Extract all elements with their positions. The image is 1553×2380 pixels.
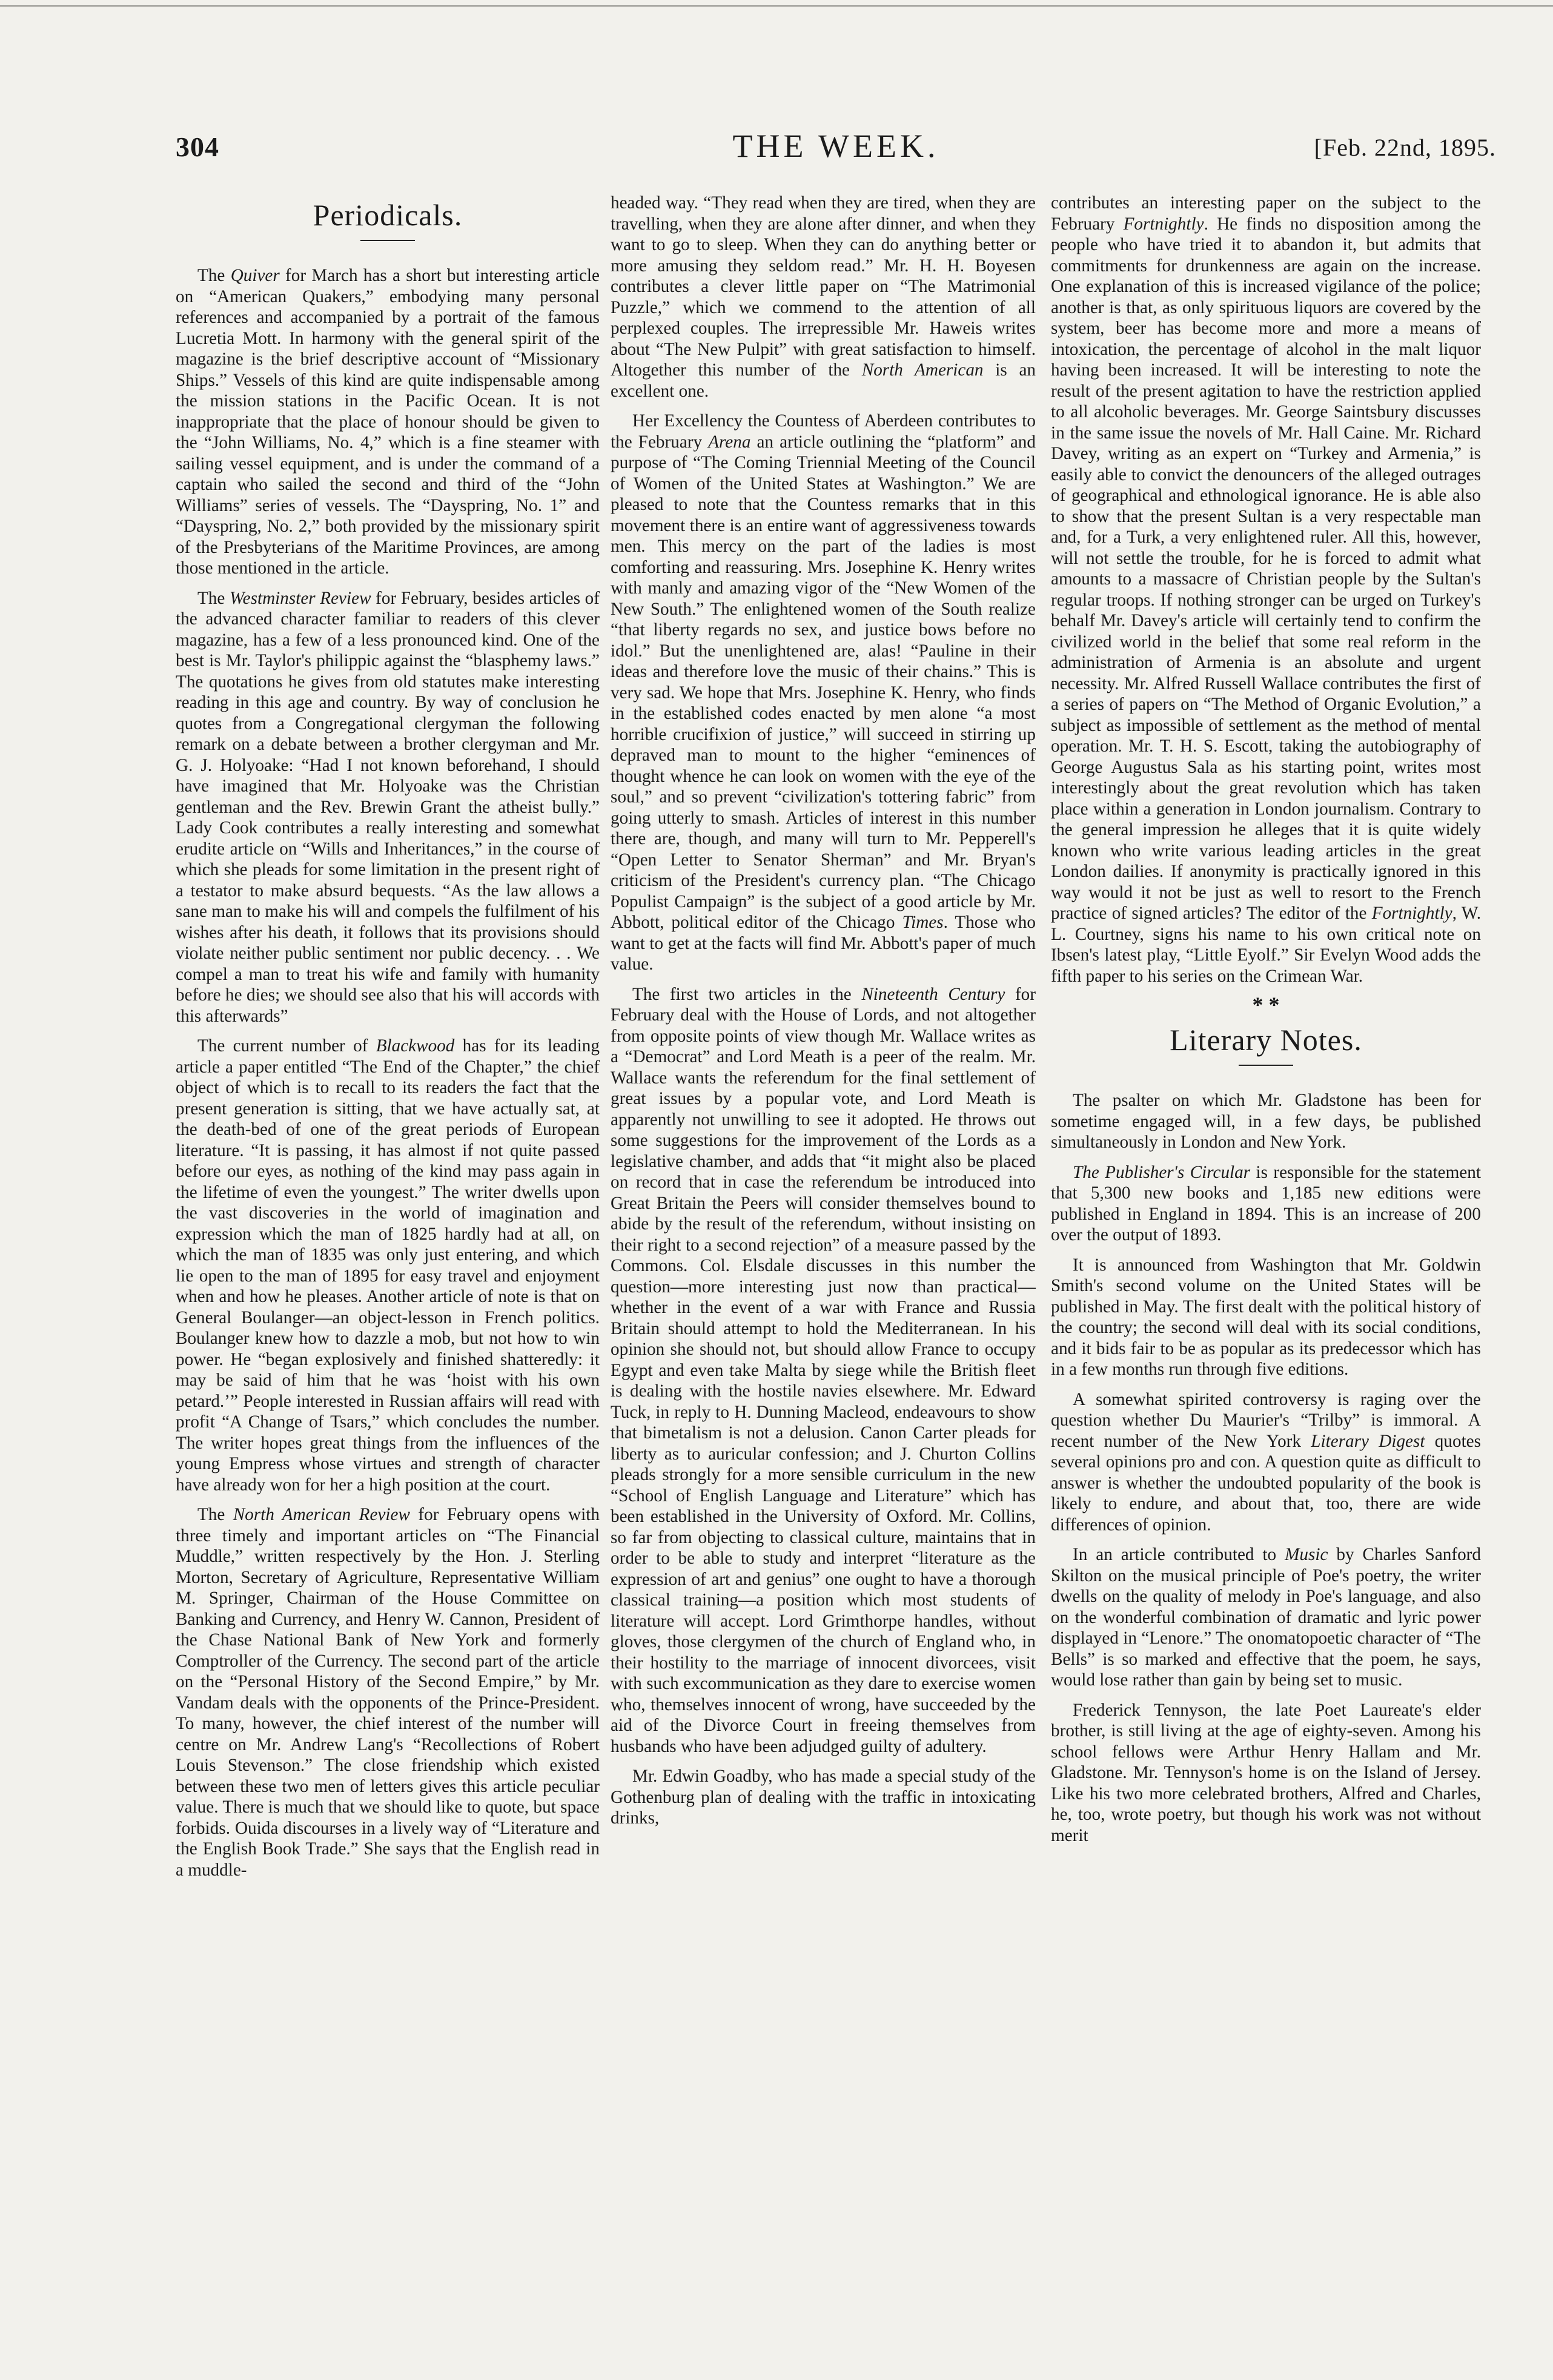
page-header bbox=[176, 128, 1496, 173]
heading-rule bbox=[360, 240, 415, 241]
section-separator-stars: * * bbox=[1252, 993, 1280, 1017]
literary-notes-body bbox=[1051, 1090, 1481, 1846]
article-paragraph bbox=[1051, 1389, 1481, 1536]
paragraph-text: an article outlining the “platform” and purpose of “The Coming Triennial Meeting of the Council of Women of the United States at Washington.” We are pleased to note that the Countess remarks that in this movement there is an entire want of aggressiveness towards men. This mercy on the part of the ladies is most comforting and reassuring. Mrs. Josephine K. Henry writes with manly and amazing vigor of the “New Women of the New South.” The enlightened women of the South realize “that liberty regards no sex, and justice bows before no idol.” But the unenlightened are, alas! “Pauline in their ideas and therefore love the music of their chains.” This is very sad. We hope that Mrs. Josephine K. Henry, who finds in the established codes enacted by men alone “a most horrible crucifixion of justice,” will succeed in stirring up depraved man to mount to the higher “eminences of thought whence he can look on women with the eye of the soul,” and so prevent “civilization's tottering fabric” from going utterly to smash. Articles of interest in this number there are, though, and many will turn to Mr. Pepperell's “Open Letter to Senator Sherman” and Mr. Bryan's criticism of the President's currency plan. “The Chicago Populist Campaign” is the subject of a good article by Mr. Abbott, political editor of the Chicago bbox=[611, 432, 1036, 932]
paragraph-text: The bbox=[197, 1505, 233, 1524]
paragraph-text: for February, besides articles of the advanced character familiar to readers of this clever magazine, has a few of a less pronounced kind. One of the best is Mr. Taylor's philippic against the “blasphemy laws.” The quotations he gives from old statutes make interesting reading in this age and country. By way of conclusion he quotes from a Congregational clergyman the following remark on a debate between a brother clergyman and Mr. G. J. Holyoake: “Had I not known beforehand, I should have imagined that Mr. Holyoake was the Christian gentleman and the Rev. Brewin Grant the atheist bully.” Lady Cook contributes a really interesting and somewhat erudite article on “Wills and Inheritances,” in the course of which she pleads for some limitation in the present right of a testator to make absurd bequests. “As the law allows a sane man to make his will and compels the fulfilment of his wishes after his death, it follows that its provisions should violate neither public sentiment nor public decency. . . We compel a man to treat his wife and family with humanity before he dies; we should see also that his will accords with this afterwards” bbox=[176, 588, 600, 1026]
column-3 bbox=[1051, 193, 1481, 1855]
article-paragraph bbox=[176, 588, 600, 1027]
column-3-body bbox=[1051, 193, 1481, 987]
paragraph-text: contributes an interesting paper on the subject to the February bbox=[1051, 193, 1481, 234]
column-1 bbox=[176, 193, 600, 1889]
article-paragraph bbox=[1051, 1162, 1481, 1246]
italic-title: North American bbox=[861, 360, 984, 380]
italic-title: Fortnightly bbox=[1371, 904, 1452, 923]
heading-rule bbox=[1239, 1065, 1293, 1066]
paragraph-text: A somewhat spirited controversy is raging over the question whether Du Maurier's “Trilby” is immoral. A recent number of the New York bbox=[1051, 1389, 1481, 1451]
paragraph-text: headed way. “They read when they are tired, when they are travelling, when they are alone after dinner, and when they want to go to sleep. When they can do anything better or more amusing they seldom read.” Mr. H. H. Boyesen contributes a clever little paper on “The Matrimonial Puzzle,” which we commend to the attention of all perplexed couples. The irrepressible Mr. Haweis writes about “The New Pulpit” with great satisfaction to himself. Altogether this number of the bbox=[611, 193, 1036, 380]
paragraph-text: The psalter on which Mr. Gladstone has been for sometime engaged will, in a few days, be published simultaneously in London and New York. bbox=[1051, 1091, 1481, 1152]
italic-title: Fortnightly bbox=[1123, 214, 1204, 234]
italic-title: Blackwood bbox=[376, 1036, 455, 1056]
paragraph-text: The current number of bbox=[197, 1036, 376, 1056]
issue-date: [Feb. 22nd, 1895. bbox=[1314, 134, 1496, 161]
italic-title: The Publisher's Circular bbox=[1073, 1162, 1251, 1182]
periodicals-body bbox=[176, 265, 600, 1880]
italic-title: Quiver bbox=[230, 266, 280, 285]
article-paragraph bbox=[176, 1504, 600, 1880]
literary-notes-heading: Literary Notes. bbox=[1170, 1023, 1362, 1057]
article-paragraph bbox=[1051, 1544, 1481, 1691]
article-paragraph bbox=[1051, 1700, 1481, 1846]
italic-title: Times bbox=[902, 913, 944, 932]
column-2 bbox=[611, 193, 1036, 1838]
paragraph-text: The bbox=[197, 266, 231, 285]
italic-title: Nineteenth Century bbox=[861, 984, 1005, 1004]
italic-title: Arena bbox=[708, 432, 751, 452]
paragraph-text: , W. L. Courtney, signs his name to his own critical note on Ibsen's latest play, “Little Eyolf.” Sir Evelyn Wood adds the fifth paper to his series on the Crimean War. bbox=[1051, 904, 1481, 986]
article-paragraph bbox=[611, 411, 1036, 975]
italic-title: North American Review bbox=[233, 1505, 410, 1524]
paragraph-text: It is announced from Washington that Mr. Goldwin Smith's second volume on the United States will be published in May. The first dealt with the political history of the country; the second will deal with its social conditions, and it bids fair to be as popular as its predecessor which has in a few months run through five editions. bbox=[1051, 1255, 1481, 1379]
article-paragraph bbox=[176, 1036, 600, 1495]
paragraph-text: . He finds no disposition among the people who have tried it to abandon it, but admits that commitments for drunkenness are again on the increase. One explanation of this is increased vigilance of the police; another is that, as only spirituous liquors are covered by the system, beer has become more and more a means of intoxication, the percentage of alcohol in the malt liquor having been increased. It will be interesting to note the result of the present agitation to have the restriction applied to all alcoholic beverages. Mr. George Saintsbury discusses in the same issue the novels of Mr. Hall Caine. Mr. Richard Davey, writing as an expert on “Turkey and Armenia,” is easily able to convict the denouncers of the alleged outrages of geographical and ethnological ignorance. He is able also to show that the present Sultan is a very respectable man and, for a Turk, a very enlightened ruler. All this, however, will not settle the trouble, for he is forced to admit what amounts to a massacre of Christian people by the Sultan's regular troops. If nothing stronger can be urged on Turkey's behalf Mr. Davey's article will certainly tend to confirm the civilized world in the belief that some real reform in the administration of Armenia is an absolute and urgent necessity. Mr. Alfred Russell Wallace contributes the first of a series of papers on “The Method of Organic Evolution,” a subject as impossible of settlement as the method of mental operation. Mr. T. H. S. Escott, taking the autobiography of George Augustus Sala as his starting point, writes most interestingly about the great revolution which has taken place within a generation in London journalism. Contrary to the general impression he alleges that it is quite widely known who write various leading articles in the great London dailies. If anonymity is practically ignored in this way would it not be just as well to resort to the French practice of signed articles? The editor of the bbox=[1051, 214, 1481, 923]
paragraph-text: for February opens with three timely and important articles on “The Financial Muddle,” written respectively by the Hon. J. Sterling Morton, Secretary of Agriculture, Representative William M. Springer, Chairman of the House Committee on Banking and Currency, and Henry W. Cannon, President of the Chase National Bank of New York and formerly Comptroller of the Currency. The second part of the article on the “Personal History of the Second Empire,” by Mr. Vandam deals with the opponents of the Prince-President. To many, however, the chief interest of the number will centre on Mr. Andrew Lang's “Recollections of Robert Louis Stevenson.” The close friendship which existed between these two men of letters gives this article peculiar value. There is much that we should like to quote, but space forbids. Ouida discourses in a lively way of “Literature and the English Book Trade.” She says that the English read in a muddle- bbox=[176, 1505, 600, 1880]
article-paragraph bbox=[176, 265, 600, 579]
article-paragraph bbox=[1051, 1090, 1481, 1153]
paragraph-text: The first two articles in the bbox=[632, 984, 862, 1004]
paragraph-text: quotes several opinions pro and con. A question quite as difficult to answer is whether the undoubted popularity of the book is likely to endure, and about that, too, there are wide differences of opinion. bbox=[1051, 1431, 1481, 1535]
column-2-body bbox=[611, 193, 1036, 1829]
paragraph-text: In an article contributed to bbox=[1073, 1545, 1285, 1564]
journal-title: THE WEEK. bbox=[732, 128, 939, 164]
paragraph-text: Her Excellency the Countess of Aberdeen contributes to the February bbox=[611, 411, 1036, 452]
italic-title: Westminster Review bbox=[230, 588, 371, 608]
article-paragraph bbox=[1051, 193, 1481, 987]
paragraph-text: is an excellent one. bbox=[611, 360, 1036, 401]
periodicals-heading: Periodicals. bbox=[313, 198, 463, 232]
paragraph-text: . Those who want to get at the facts will find Mr. Abbott's paper of much value. bbox=[611, 913, 1036, 974]
paragraph-text: for February deal with the House of Lords, and not altogether from opposite points of view though Mr. Wallace writes as a “Democrat” and Lord Meath is a peer of the realm. Mr. Wallace wants the referendum for the final settlement of great issues by a popular vote, and Lord Meath is apparently not unwilling to see it adopted. He throws out some suggestions for the improvement of the Lords as a legislative chamber, and adds that “it might also be placed on record that in case the referendum be introduced into Great Britain the Peers will consider themselves bound to abide by the result of the referendum, without insisting on their right to a second rejection” of a measure passed by the Commons. Col. Elsdale discusses in this number the question—more interesting just now than practical—whether in the event of a war with France and Russia Britain should attempt to hold the Mediterranean. In his opinion she should not, but should allow France to occupy Egypt and even take Malta by siege while the British fleet is dealing with the hostile navies elsewhere. Mr. Edward Tuck, in reply to H. Dunning Macleod, endeavours to show that bimetalism is not a delusion. Canon Carter pleads for liberty as to auricular confession; and J. Churton Collins pleads strongly for a more sensible curriculum in the new “School of English Language and Literature” which has been established in the University of Oxford. Mr. Collins, so far from objecting to classical culture, maintains that in order to be able to study and interpret “literature as the expression of art and genius” one ought to have a thorough classical training—a position which most students of literature will accept. Lord Grimthorpe handles, without gloves, those clergymen of the church of England who, in their hostility to the marriage of innocent divorcees, visit with such excommunication as they dare to exercise women who, themselves innocent of wrong, have succeeded by the aid of the Divorce Court in freeing themselves from husbands who have been adjudged guilty of adultery. bbox=[611, 984, 1036, 1756]
article-paragraph bbox=[611, 1766, 1036, 1829]
paragraph-text: Frederick Tennyson, the late Poet Laureate's elder brother, is still living at the age of eighty-seven. Among his school fellows were Arthur Henry Hallam and Mr. Gladstone. Mr. Tennyson's home is on the Island of Jersey. Like his two more celebrated brothers, Alfred and Charles, he, too, wrote poetry, but though his work was not without merit bbox=[1051, 1700, 1481, 1845]
paragraph-text: Mr. Edwin Goadby, who has made a special study of the Gothenburg plan of dealing with the traffic in intoxicating drinks, bbox=[611, 1767, 1036, 1828]
paragraph-text: has for its leading article a paper entitled “The End of the Chapter,” the chief object of which is to recall to its readers the fact that the present generation is sitting, that we have actually sat, at the death-bed of one of the great periods of European literature. “It is passing, it has almost if not quite passed before our eyes, as nothing of the kind may pass again in the lifetime of even the youngest.” The writer dwells upon the vast discoveries in the world of imagination and expression which the man of 1825 hardly had at all, on which the man of 1835 was only just entering, and which lie open to the man of 1895 for easy travel and enjoyment when and how he pleases. Another article of note is that on General Boulanger—an object-lesson in French politics. Boulanger knew how to dazzle a mob, but not how to win power. He “began explosively and finished shatteredly: it may be said of him that he was ‘hoist with his own petard.’” People interested in Russian affairs will read with profit “A Change of Tsars,” which concludes the number. The writer hopes great things from the influences of the young Empress whose virtues and strength of character have already won for her a high position at the court. bbox=[176, 1036, 600, 1495]
paragraph-text: is responsible for the statement that 5,300 new books and 1,185 new editions were published in England in 1894. This is an increase of 200 over the output of 1893. bbox=[1051, 1162, 1481, 1245]
article-paragraph bbox=[1051, 1255, 1481, 1380]
article-paragraph bbox=[611, 193, 1036, 402]
page-number: 304 bbox=[176, 131, 219, 162]
italic-title: Music bbox=[1285, 1545, 1328, 1564]
italic-title: Literary Digest bbox=[1311, 1431, 1425, 1451]
paragraph-text: by Charles Sanford Skilton on the musical principle of Poe's poetry, the writer dwells on the quality of melody in Poe's language, and also on the wonderful combination of dramatic and lyric power displayed in “Lenore.” The onomatopoetic character of “The Bells” is so marked and effective that the poem, he says, would lose rather than gain by being set to music. bbox=[1051, 1545, 1481, 1690]
top-border-rule bbox=[0, 5, 1553, 7]
paragraph-text: The bbox=[197, 588, 230, 608]
paragraph-text: for March has a short but interesting article on “American Quakers,” embodying many personal references and accompanied by a portrait of the famous Lucretia Mott. In harmony with the general spirit of the magazine is the brief descriptive account of “Missionary Ships.” Vessels of this kind are quite indispensable among the mission stations in the Pacific Ocean. It is not inappropriate that the place of honour should be given to the “John Williams, No. 4,” which is a fine steamer with sailing vessel equipment, and is under the command of a captain who sailed the second and third of the “John Williams” series of vessels. The “Dayspring, No. 1” and “Dayspring, No. 2,” both provided by the missionary spirit of the Presbyterians of the Maritime Provinces, are among those mentioned in the article. bbox=[176, 266, 600, 578]
article-paragraph bbox=[611, 984, 1036, 1757]
